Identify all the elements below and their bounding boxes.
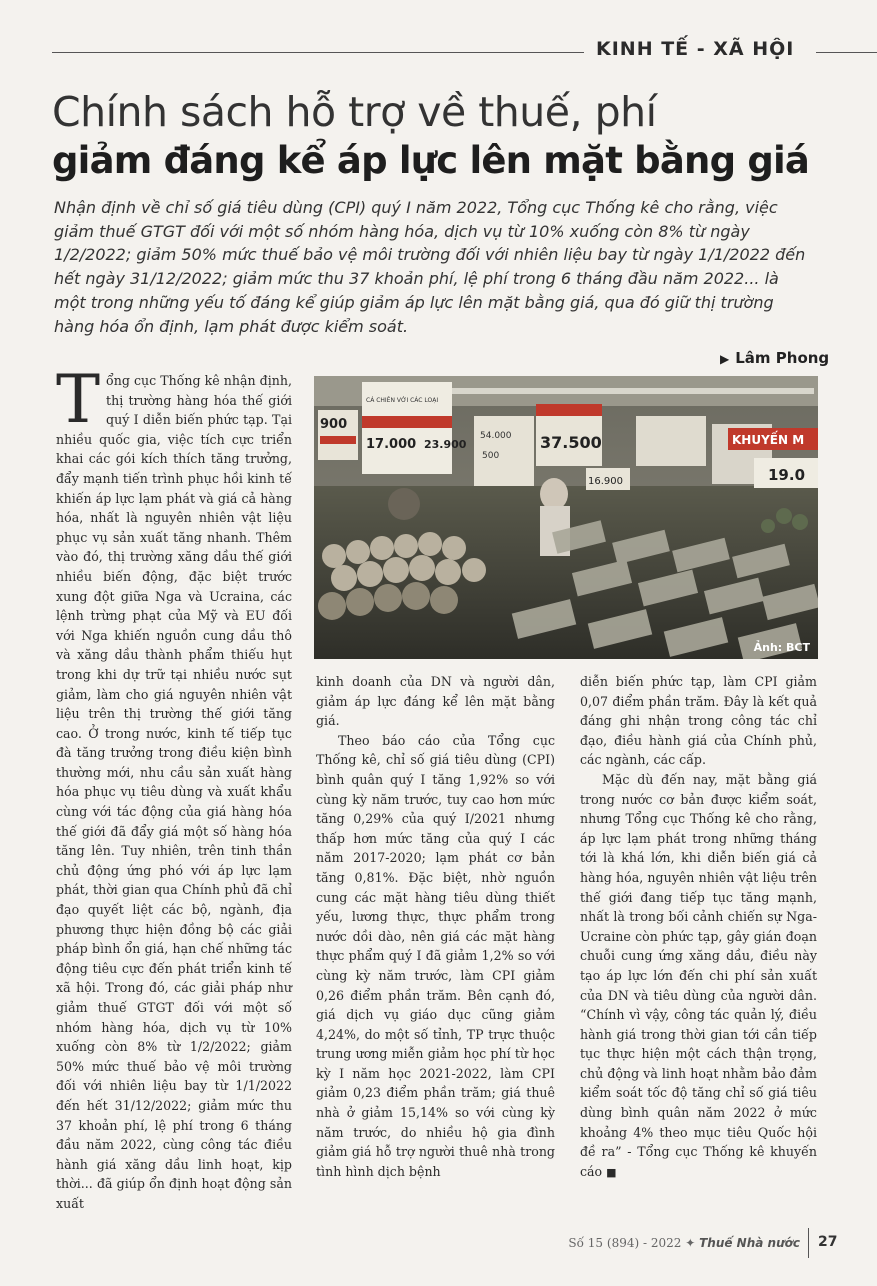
header-rule-right	[816, 52, 877, 53]
sign-text: KHUYẾN M	[732, 433, 805, 447]
body-paragraph	[56, 361, 292, 1214]
body-paragraph: Theo báo cáo của Tổng cục Thống kê, chỉ số giá tiêu dùng (CPI) bình quân quý I tăng 1,92% so với cùng kỳ năm trước, tuy cao hơn mức tăng 0,29% của quý I/2021 nhưng thấp hơn mức tăng của quý I các năm 2017-2020; lạm phát cơ bản tăng 0,81%. Đặc biệt, nhờ nguồn cung các mặt hàng tiêu dùng thiết yếu, lương thực, thực phẩm trong nước dồi dào, nên giá các mặt hàng thực phẩm quý I đã giảm 1,2% so với cùng kỳ năm trước, làm CPI giảm 0,26 điểm phần trăm. Bên cạnh đó, giá dịch vụ giáo dục cũng giảm 4,24%, do một số tỉnh, TP trực thuộc trung ương miễn giảm học phí từ học kỳ I năm học 2021-2022, làm CPI giảm 0,23 điểm phần trăm; giá thuê nhà ở giảm 15,14% so với cùng kỳ năm trước, do nhiều hộ gia đình giảm giá hỗ trợ người thuê nhà trong tình hình dịch bệnh	[316, 732, 555, 1179]
footer-rule	[808, 1228, 809, 1258]
author-name: Lâm Phong	[735, 349, 830, 367]
photo-credit: Ảnh: BCT	[753, 641, 810, 654]
footer-issue	[540, 1236, 800, 1250]
supermarket-photo	[314, 376, 818, 659]
headline-line-1: Chính sách hỗ trợ về thuế, phí	[52, 88, 657, 136]
paragraph-text: ổng cục Thống kê nhận định, thị trường hàng hóa thế giới quý I diễn biến phức tạp. Tại nhiều quốc gia, việc tích cực triển khai các gói kích thích tăng trưởng, đẩy mạnh tiến trình phục hồi kinh tế khiến áp lực lạm phát và giá cả hàng hóa, nhất là nguyên nhiên vật liệu phục vụ sản xuất tăng nhanh. Thêm vào đó, thị trường xăng dầu thế giới nhiều biến động, đặc biệt trước xung đột giữa Nga và Ucraina, các lệnh trừng phạt của Mỹ và EU đối với Nga khiến nguồn cung dầu thô và xăng dầu thành phẩm thiếu hụt trong khi dự trữ tại nhiều nước sụt giảm, làm cho giá nguyên nhiên vật liệu trên thị trường thế giới tăng cao. Ở trong nước, kinh tế tiếp tục đà tăng trưởng trong điều kiện bình thường mới, nhu cầu sản xuất hàng hóa phục vụ tiêu dùng và xuất khẩu cùng với tác động của giá hàng hóa thế giới đã đẩy giá một số hàng hóa tăng lên. Tuy nhiên, trên tinh thần chủ động ứng phó với áp lực lạm phát, thời gian qua Chính phủ đã chỉ đạo quyết liệt các bộ, ngành, địa phương thực hiện đồng bộ các giải pháp bình ổn giá, hạn chế những tác động tiêu cực đến phát triển kinh tế xã hội. Trong đó, các giải pháp như giảm thuế GTGT đối với một số nhóm hàng hóa, dịch vụ từ 10% xuống còn 8% từ 1/2/2022; giảm 50% mức thuế bảo vệ môi trường đối với nhiên liệu bay từ 1/1/2022 đến hết 31/12/2022; giảm mức thu 37 khoản phí, lệ phí trong 6 tháng đầu năm 2022, cùng công tác điều hành giá xăng dầu linh hoạt, kịp thời... đã giúp ổn định hoạt động sản xuất	[56, 373, 292, 1211]
sign-text: 19.0	[768, 466, 806, 484]
sign-text: 17.000	[366, 437, 417, 452]
sign-text: 37.500	[540, 433, 602, 452]
sign-text: 500	[482, 451, 500, 461]
header-rule-left	[52, 52, 584, 53]
sign-text: 16.900	[588, 476, 623, 487]
photo-illustration	[314, 376, 818, 659]
sign-text: 23.900	[424, 438, 467, 451]
sign-text: CÁ CHIÊN VỚI CÁC LOẠI	[366, 397, 439, 404]
sign-text: 900	[320, 417, 348, 432]
body-paragraph	[580, 770, 817, 1182]
author-byline	[720, 349, 829, 367]
triangle-icon: ▶	[720, 352, 730, 366]
separator-icon: ✦	[685, 1236, 696, 1250]
headline-line-2: giảm đáng kể áp lực lên mặt bằng giá	[52, 139, 810, 182]
magazine-name: Thuế Nhà nước	[699, 1236, 800, 1250]
body-column-3	[580, 672, 817, 1182]
body-column-1	[56, 361, 292, 1214]
body-paragraph: diễn biến phức tạp, làm CPI giảm 0,07 điểm phần trăm. Đây là kết quả đáng ghi nhận trong công tác chỉ đạo, điều hành giá của Chính phủ, các ngành, các cấp.	[580, 674, 817, 768]
drop-cap: T	[56, 361, 101, 438]
issue-number: Số 15 (894) - 2022	[568, 1236, 682, 1250]
body-column-2	[316, 672, 555, 1181]
section-label: KINH TẾ - XÃ HỘI	[596, 38, 795, 60]
end-mark-icon: ■	[606, 1165, 617, 1179]
paragraph-text: Mặc dù đến nay, mặt bằng giá trong nước cơ bản được kiểm soát, nhưng Tổng cục Thống kê cho rằng, áp lực lạm phát trong những tháng tới là khá lớn, khi diễn biến giá cả hàng hóa, nguyên nhiên vật liệu trên thế giới đang tiếp tục tăng mạnh, nhất là trong bối cảnh chiến sự Nga-Ucraine còn phức tạp, gây gián đoạn chuỗi cung ứng xăng dầu, điều này tạo áp lực lớn đến chi phí sản xuất của DN và tiêu dùng của người dân. “Chính vì vậy, công tác quản lý, điều hành giá trong thời gian tới cần tiếp tục thực hiện một cách thận trọng, chủ động và linh hoạt nhằm bảo đảm kiểm soát tốc độ tăng chỉ số giá tiêu dùng bình quân năm 2022 ở mức khoảng 4% theo mục tiêu Quốc hội đề ra” - Tổng cục Thống kê khuyến cáo	[580, 771, 817, 1179]
sign-text: 54.000	[480, 431, 512, 441]
lead-paragraph: Nhận định về chỉ số giá tiêu dùng (CPI) quý I năm 2022, Tổng cục Thống kê cho rằng, việc giảm thuế GTGT đối với một số nhóm hàng hóa, dịch vụ từ 10% xuống còn 8% từ ngày 1/2/2022; giảm 50% mức thuế bảo vệ môi trường đối với nhiên liệu bay từ ngày 1/1/2022 đến hết ngày 31/12/2022; giảm mức thu 37 khoản phí, lệ phí trong 6 tháng đầu năm 2022... là một trong những yếu tố đáng kể giúp giảm áp lực lên mặt bằng giá, qua đó giữ thị trường hàng hóa ổn định, lạm phát được kiểm soát.	[54, 198, 806, 336]
page-number: 27	[818, 1234, 838, 1250]
body-paragraph: kinh doanh của DN và người dân, giảm áp lực đáng kể lên mặt bằng giá.	[316, 674, 555, 729]
